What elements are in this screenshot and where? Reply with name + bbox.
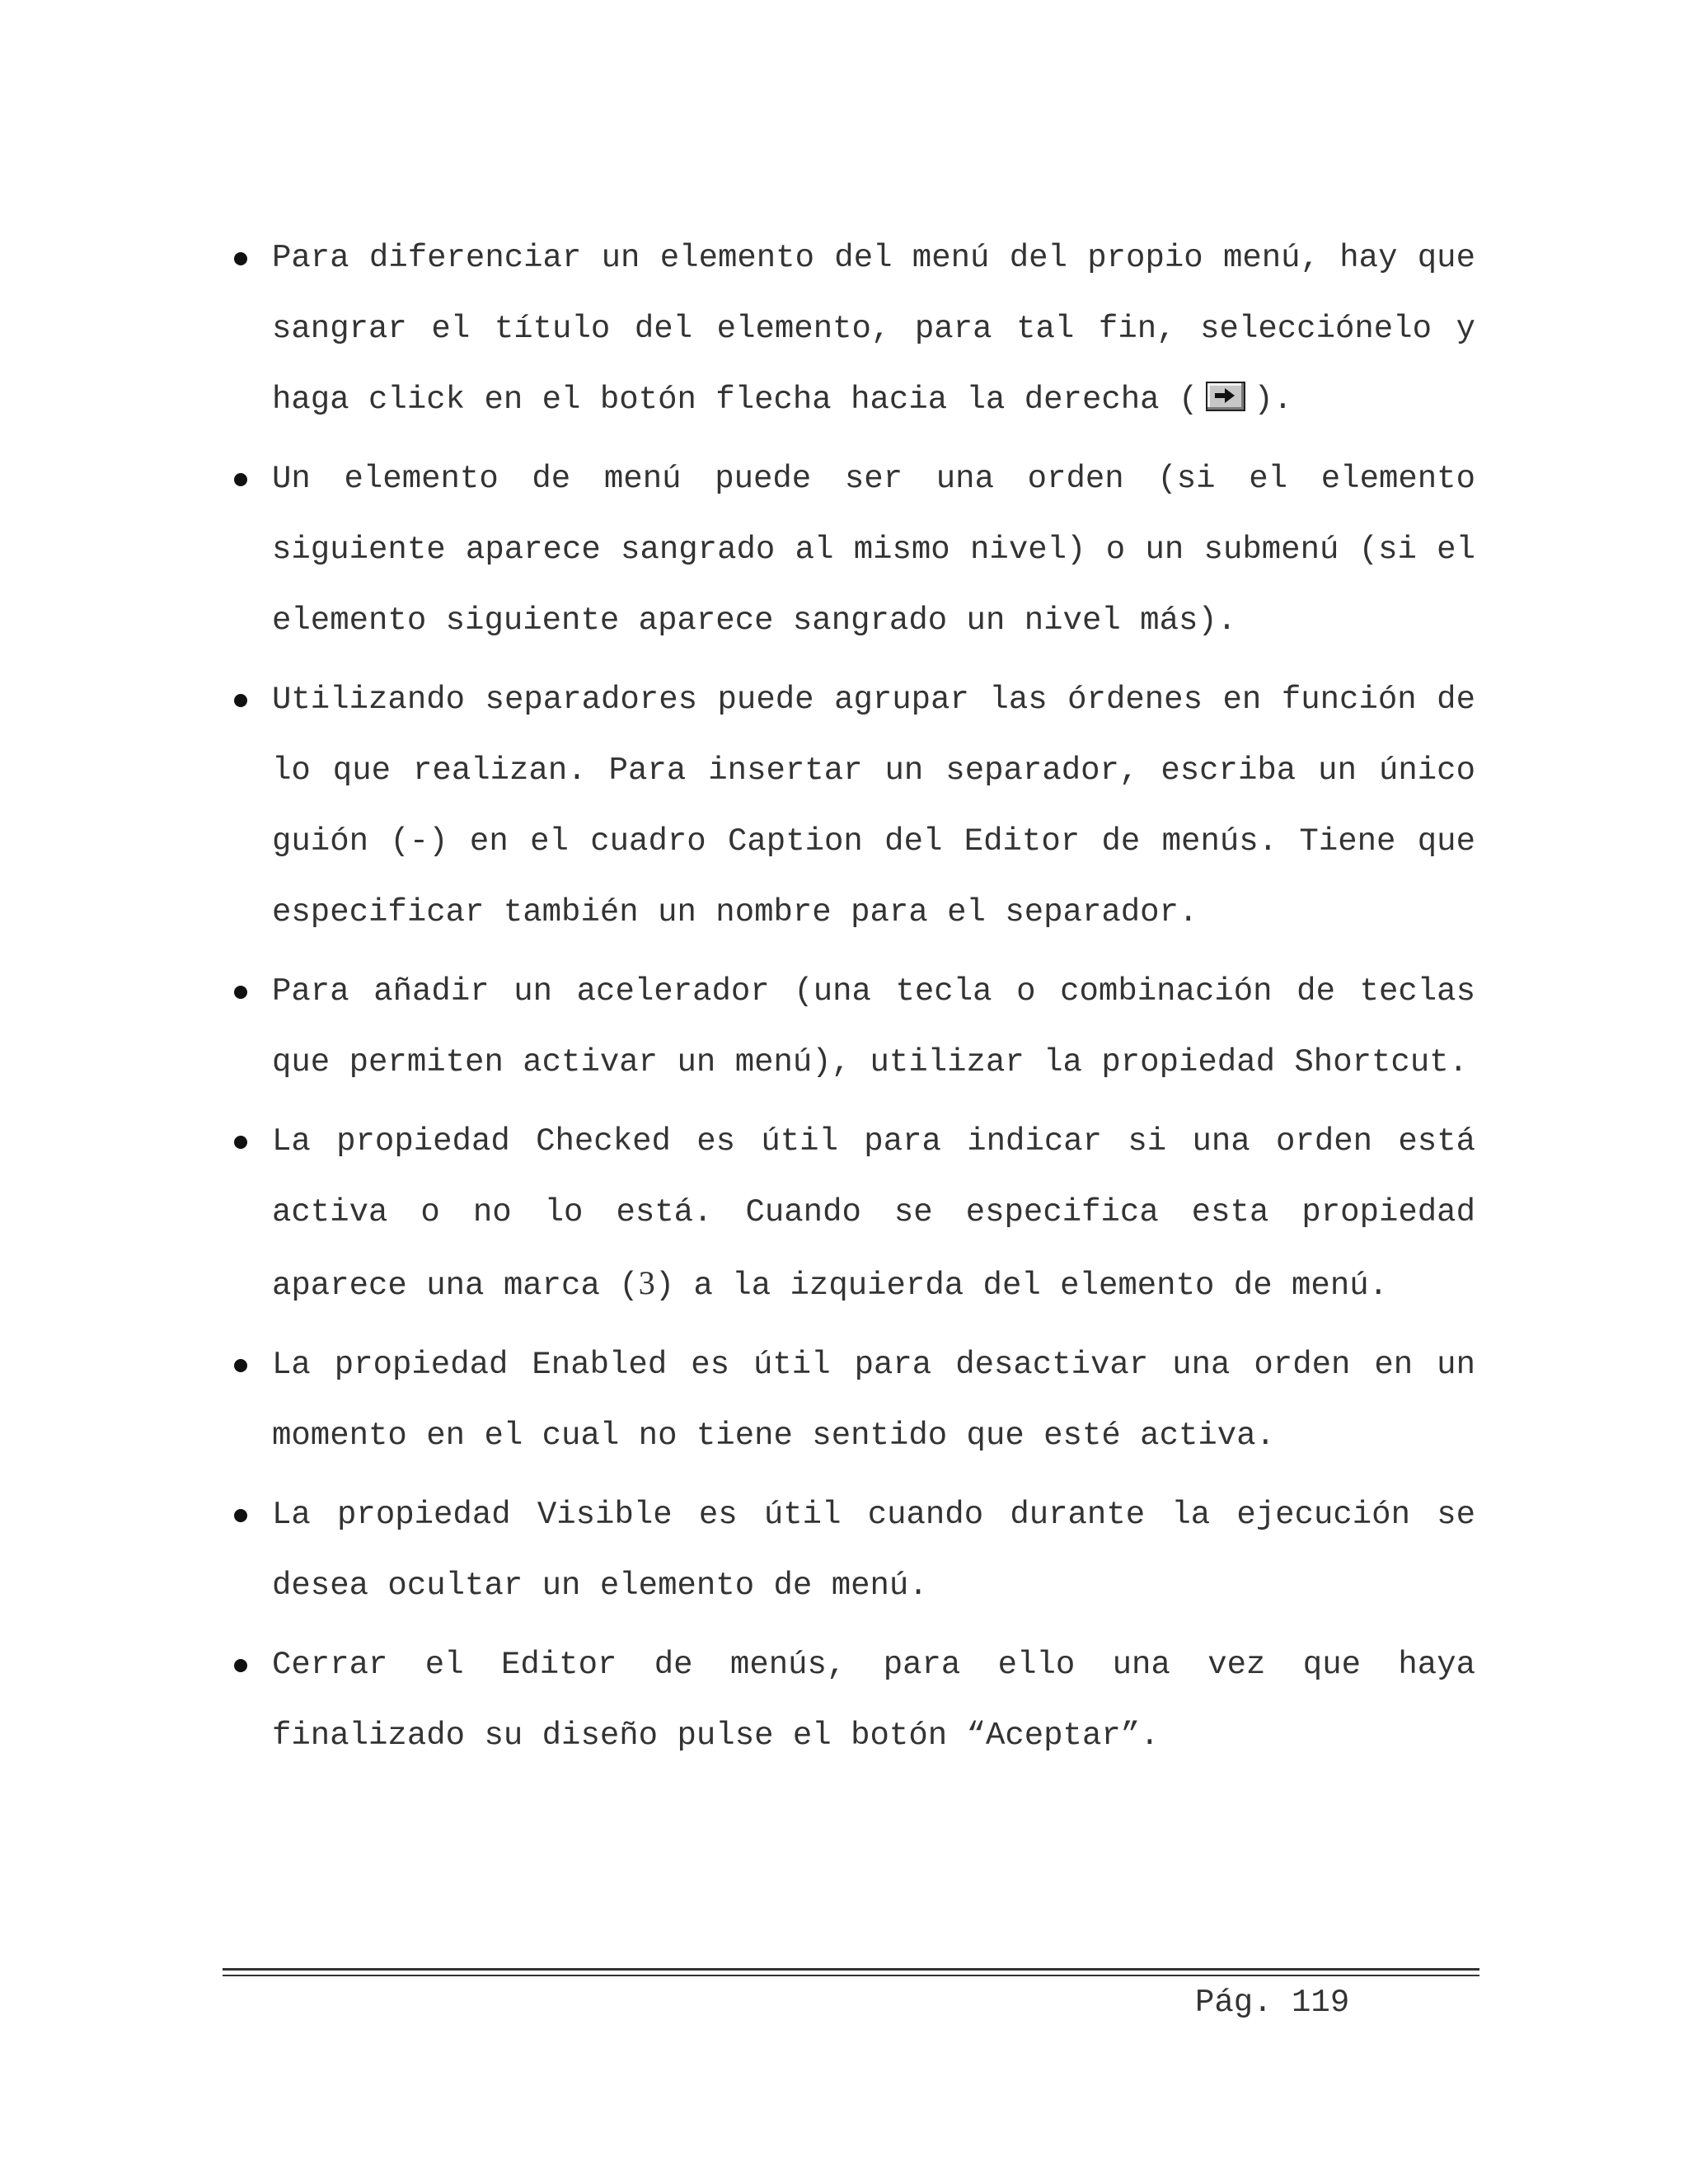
list-item [223,664,1475,948]
right-arrow-button-icon [1206,382,1245,411]
item-text: La propiedad Visible es útil cuando durante la ejecución se desea ocultar un elemento de menú. [272,1497,1475,1604]
item-text: Cerrar el Editor de menús, para ello una vez que haya finalizado su diseño pulse el botón “Aceptar”. [272,1647,1475,1754]
item-text-after: ). [1254,382,1293,418]
bullet-icon [234,252,247,265]
bullet-icon [234,1659,247,1672]
item-text-before: Para diferenciar un elemento del menú del propio menú, hay que sangrar el título del elemento, para tal fin, selecciónelo y haga click en el botón flecha hacia la derecha ( [272,240,1475,418]
bullet-icon [234,694,247,707]
list-item [223,956,1475,1098]
bullet-icon [234,1359,247,1372]
item-text: Utilizando separadores puede agrupar las órdenes en función de lo que realizan. Para insertar un separador, escriba un único guión (-) en el cuadro Caption del Editor de menús. Tiene que especificar también un nombre para el separador. [272,682,1475,930]
item-text: Un elemento de menú puede ser una orden (si el elemento siguiente aparece sangrado al mismo nivel) o un submenú (si el elemento siguiente aparece sangrado un nivel más). [272,461,1475,639]
list-item [223,1479,1475,1621]
bullet-icon [234,473,247,486]
item-text: Para añadir un acelerador (una tecla o combinación de teclas que permiten activar un menú), utilizar la propiedad Shortcut. [272,973,1475,1080]
item-text-after: ) a la izquierda del elemento de menú. [654,1268,1389,1304]
bullet-icon [234,1509,247,1522]
bullet-icon [234,986,247,999]
item-text-before: La propiedad Checked es útil para indicar si una orden está activa o no lo está. Cuando se especifica esta propiedad aparece una marca ( [272,1123,1475,1304]
list-item [223,1106,1475,1321]
check-mark-symbol: 3 [638,1264,655,1301]
footer-divider [223,1968,1479,1976]
list-item [223,223,1475,435]
list-item [223,1629,1475,1771]
list-item [223,443,1475,656]
page-number: Pág. 119 [1195,1985,1350,2021]
bullet-icon [234,1136,247,1149]
bullet-list [223,223,1475,1779]
item-text: La propiedad Enabled es útil para desactivar una orden en un momento en el cual no tiene sentido que esté activa. [272,1347,1475,1454]
list-item [223,1329,1475,1471]
